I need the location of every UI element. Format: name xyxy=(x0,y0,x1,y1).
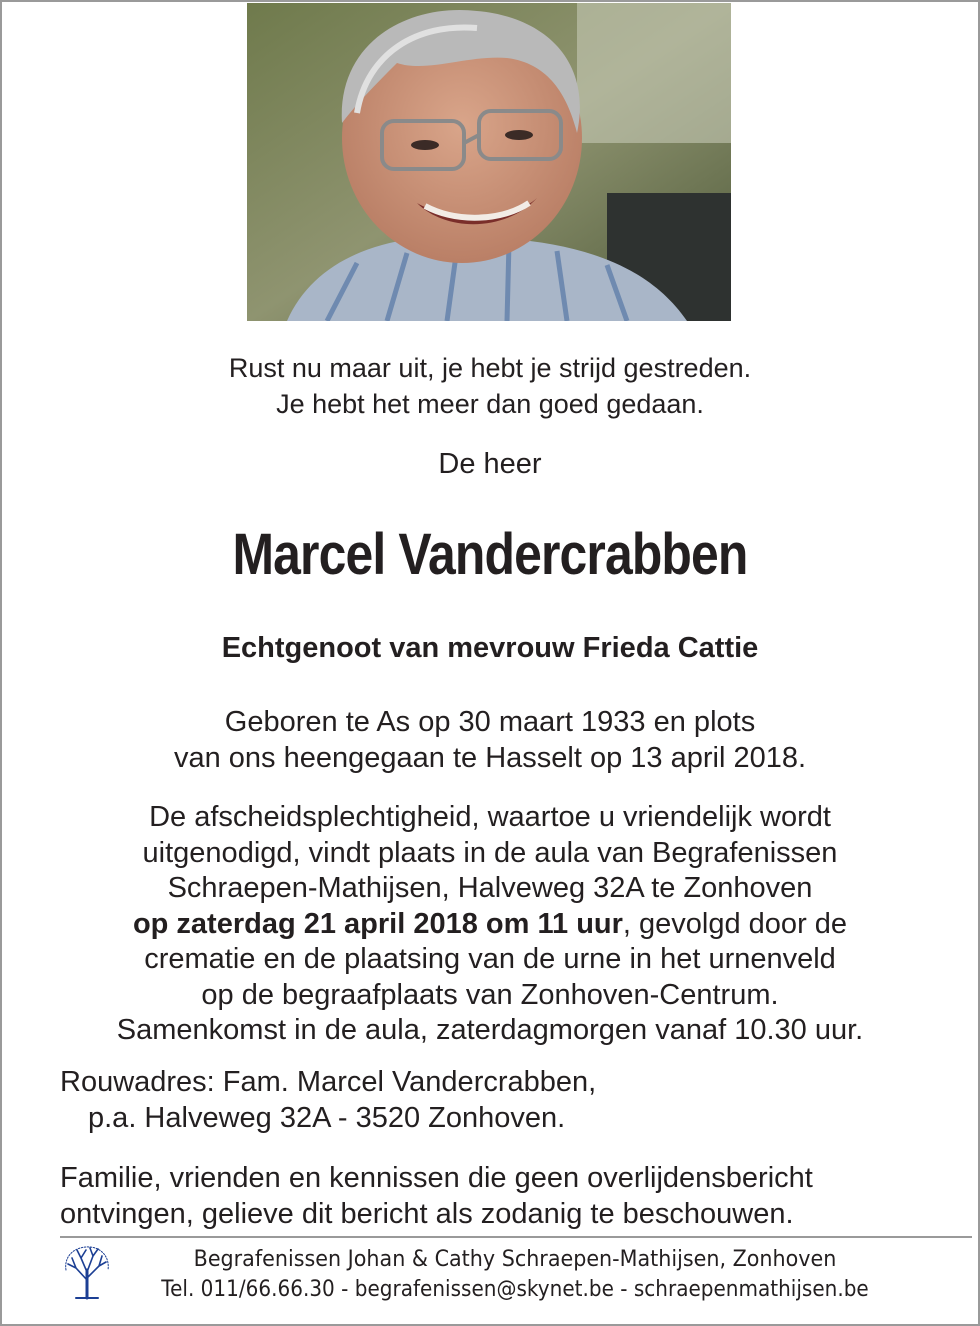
address-line: Rouwadres: Fam. Marcel Vandercrabben, xyxy=(60,1066,597,1098)
mourning-address xyxy=(60,1064,596,1136)
deceased-name: Marcel Vandercrabben xyxy=(232,522,748,587)
verse-line: Je hebt het meer dan goed gedaan. xyxy=(276,389,704,419)
footer-divider xyxy=(60,1236,972,1238)
birth-line: Geboren te As op 30 maart 1933 en plots xyxy=(224,706,756,738)
honorific: De heer xyxy=(438,448,542,480)
funeral-home-contact: Tel. 011/66.66.30 - begrafenissen@skynet.be - schraepenmathijsen.be xyxy=(161,1277,869,1302)
funeral-details xyxy=(0,800,980,1049)
tree-logo-icon xyxy=(62,1244,112,1300)
memorial-verse xyxy=(0,350,980,422)
funeral-line-rest: , gevolgd door de xyxy=(622,907,848,940)
funeral-line: Schraepen-Mathijsen, Halveweg 32A te Zonhoven xyxy=(167,872,813,904)
spouse-line: Echtgenoot van mevrouw Frieda Cattie xyxy=(221,632,759,664)
funeral-date-line xyxy=(0,907,980,943)
portrait-photo xyxy=(247,3,731,321)
notice-line: ontvingen, gelieve dit bericht als zodanig te beschouwen. xyxy=(60,1198,794,1230)
funeral-date: op zaterdag 21 april 2018 om 11 uur xyxy=(132,907,623,940)
funeral-line: op de begraafplaats van Zonhoven-Centrum. xyxy=(201,978,779,1011)
funeral-home-name: Begrafenissen Johan & Cathy Schraepen-Mathijsen, Zonhoven xyxy=(193,1247,837,1272)
funeral-line: Samenkomst in de aula, zaterdagmorgen vanaf 10.30 uur. xyxy=(116,1014,864,1046)
birth-death-info xyxy=(0,704,980,776)
funeral-line: uitgenodigd, vindt plaats in de aula van Begrafenissen xyxy=(142,836,838,869)
notice-line: Familie, vrienden en kennissen die geen overlijdensbericht xyxy=(60,1162,813,1194)
death-line: van ons heengegaan te Hasselt op 13 april 2018. xyxy=(173,742,807,774)
notice-text xyxy=(60,1160,813,1232)
funeral-line: De afscheidsplechtigheid, waartoe u vriendelijk wordt xyxy=(149,801,831,833)
verse-line: Rust nu maar uit, je hebt je strijd gestreden. xyxy=(228,353,752,383)
portrait-photo-icon xyxy=(247,3,731,321)
funeral-home-info xyxy=(110,1245,920,1305)
address-line: p.a. Halveweg 32A - 3520 Zonhoven. xyxy=(88,1102,566,1134)
funeral-line: crematie en de plaatsing van de urne in het urnenveld xyxy=(144,943,836,975)
